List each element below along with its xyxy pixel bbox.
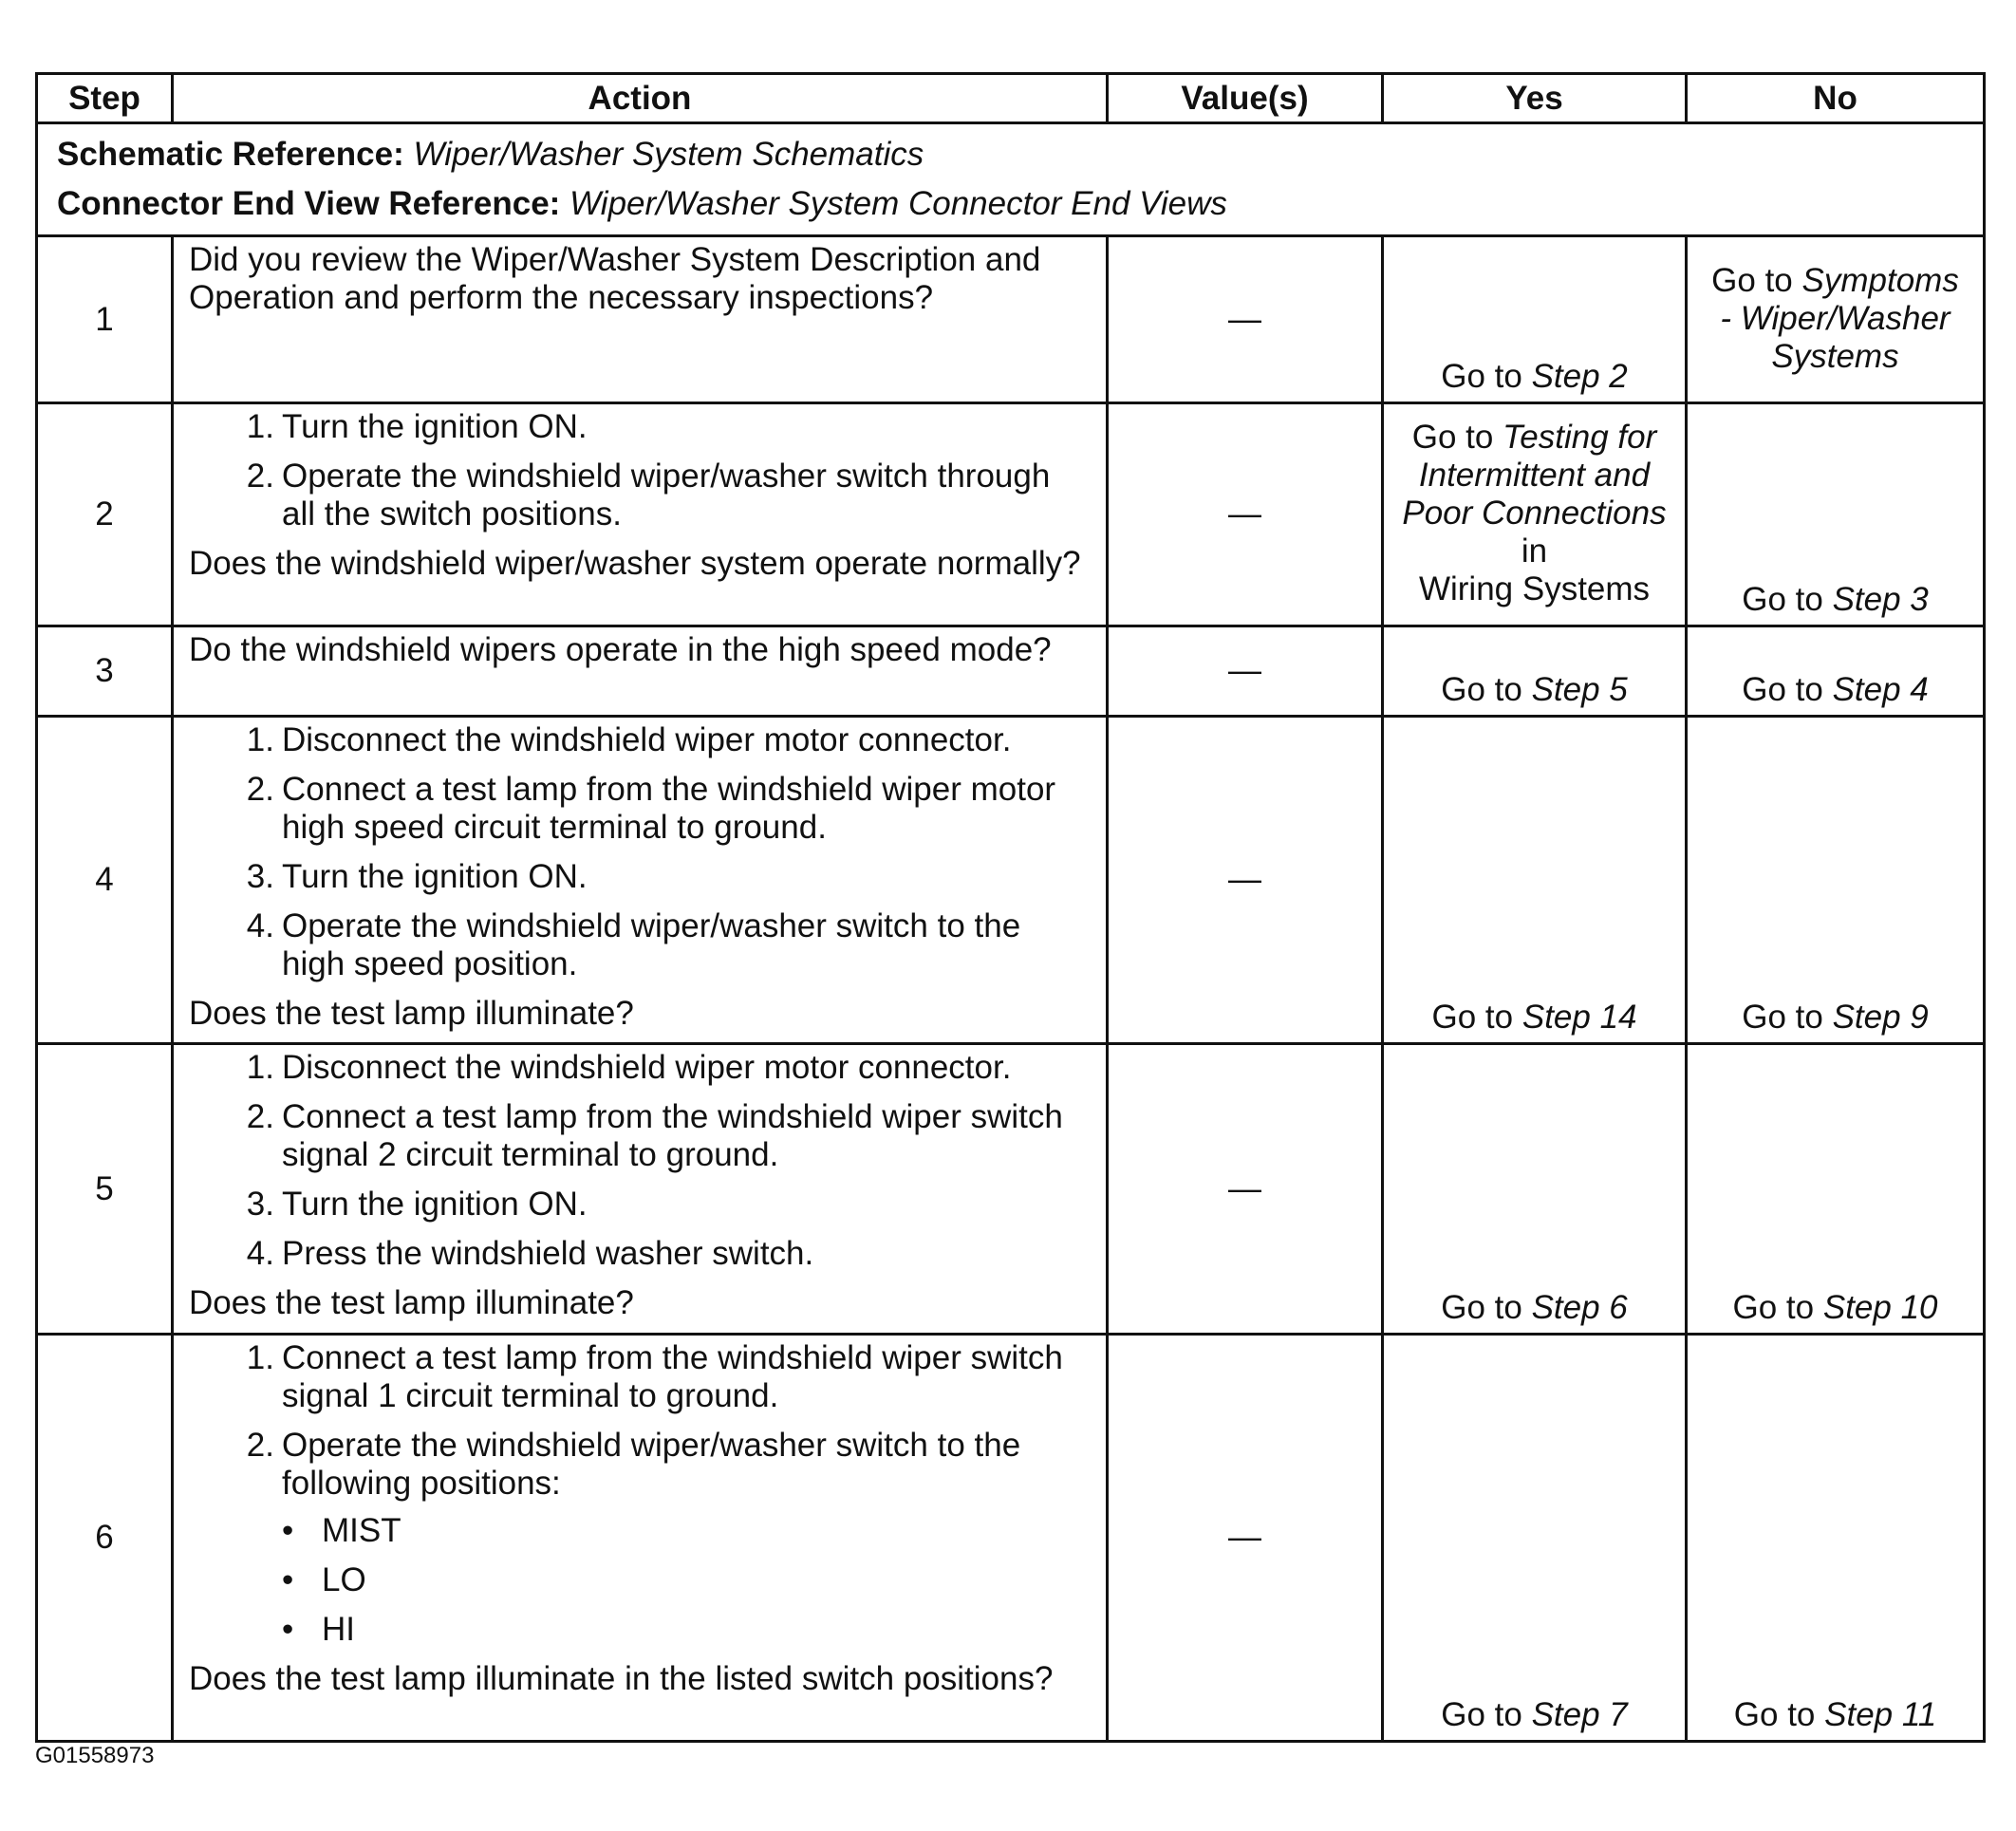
action-step xyxy=(189,1339,1092,1415)
no-cell xyxy=(1687,717,1985,1044)
action-step-text: Operate the windshield wiper/washer switch through all the switch positions. xyxy=(282,458,1051,532)
step-row xyxy=(37,1335,1985,1742)
yes-cell xyxy=(1383,626,1687,717)
go-to-label: Go to xyxy=(1711,261,1793,299)
action-question: Does the test lamp illuminate? xyxy=(189,1284,634,1321)
value-cell: — xyxy=(1108,1335,1383,1742)
no-target: Systems xyxy=(1771,337,1899,375)
action-question: Does the test lamp illuminate in the listed switch positions? xyxy=(189,1660,1054,1697)
action-steps xyxy=(189,408,1092,533)
yes-cell xyxy=(1383,403,1687,626)
go-to-label: Go to xyxy=(1742,671,1823,708)
yes-target: Step 14 xyxy=(1521,999,1637,1036)
no-cell xyxy=(1687,1044,1985,1335)
action-step-number: 1. xyxy=(246,408,274,445)
action-question: Does the test lamp illuminate? xyxy=(189,995,634,1032)
action-step-number: 3. xyxy=(246,858,274,895)
no-cell xyxy=(1687,403,1985,626)
diagnostic-table xyxy=(35,72,1986,1743)
action-step xyxy=(189,858,1092,896)
action-step-text: Operate the windshield wiper/washer switch to the high speed position. xyxy=(282,907,1021,982)
no-target: Step 4 xyxy=(1832,671,1929,708)
step-row xyxy=(37,626,1985,717)
action-step-text: Connect a test lamp from the windshield wiper motor high speed circuit terminal to ground. xyxy=(282,771,1056,846)
yes-target: Poor Connections xyxy=(1402,495,1667,532)
yes-cell xyxy=(1383,1044,1687,1335)
yes-target: Wiring Systems xyxy=(1418,570,1651,607)
schematic-reference-value: Wiper/Washer System Schematics xyxy=(413,136,924,173)
action-step xyxy=(189,1186,1092,1224)
step-row xyxy=(37,403,1985,626)
connector-reference-value: Wiper/Washer System Connector End Views xyxy=(569,185,1227,222)
header-no: No xyxy=(1687,74,1985,123)
no-cell xyxy=(1687,626,1985,717)
action-step xyxy=(189,1427,1092,1649)
header-yes: Yes xyxy=(1383,74,1687,123)
action-step-number: 1. xyxy=(246,1049,274,1086)
step-row xyxy=(37,236,1985,403)
no-target-line xyxy=(1691,300,1979,338)
go-to-label: Go to xyxy=(1431,999,1514,1036)
action-step xyxy=(189,771,1092,847)
no-cell xyxy=(1687,236,1985,403)
value-cell: — xyxy=(1108,236,1383,403)
action-question: Did you review the Wiper/Washer System Description and Operation and perform the necessary inspections? xyxy=(189,241,1041,316)
step-number: 5 xyxy=(37,1044,173,1335)
action-step-number: 2. xyxy=(246,771,274,808)
no-target: Step 9 xyxy=(1832,999,1929,1036)
action-step-text: Disconnect the windshield wiper motor connector. xyxy=(282,1049,1012,1086)
no-target-line xyxy=(1691,338,1979,376)
header-values: Value(s) xyxy=(1108,74,1383,123)
reference-row xyxy=(37,123,1985,236)
action-step-text: Press the windshield washer switch. xyxy=(282,1235,814,1272)
header-step: Step xyxy=(37,74,173,123)
yes-cell xyxy=(1383,1335,1687,1742)
action-step-number: 2. xyxy=(246,458,274,495)
figure-id: G01558973 xyxy=(35,1743,155,1768)
go-to-label: Go to xyxy=(1441,1696,1522,1733)
action-step-number: 1. xyxy=(246,1339,274,1376)
connector-reference xyxy=(57,179,1964,229)
action-step-number: 3. xyxy=(246,1186,274,1223)
action-step xyxy=(189,458,1092,533)
action-step-text: Operate the windshield wiper/washer switch to the following positions: xyxy=(282,1427,1021,1502)
action-cell xyxy=(173,1335,1108,1742)
step-row xyxy=(37,717,1985,1044)
yes-target-line xyxy=(1388,570,1681,608)
no-target: Step 11 xyxy=(1824,1696,1937,1733)
header-action: Action xyxy=(173,74,1108,123)
step-row xyxy=(37,1044,1985,1335)
go-to-label: Go to xyxy=(1742,581,1823,618)
action-step-text: Connect a test lamp from the windshield wiper switch signal 2 circuit terminal to ground. xyxy=(282,1098,1063,1173)
action-step-text: Turn the ignition ON. xyxy=(282,858,588,895)
value-cell: — xyxy=(1108,403,1383,626)
action-cell xyxy=(173,717,1108,1044)
no-cell xyxy=(1687,1335,1985,1742)
yes-target-line xyxy=(1388,419,1681,457)
yes-target: Step 7 xyxy=(1531,1696,1628,1733)
go-to-label: Go to xyxy=(1411,419,1494,456)
action-step-number: 4. xyxy=(246,1235,274,1272)
action-step xyxy=(189,907,1092,983)
go-to-label: Go to xyxy=(1733,1696,1816,1733)
switch-position: • HI xyxy=(282,1611,1092,1649)
go-to-label: Go to xyxy=(1441,671,1522,708)
action-steps xyxy=(189,721,1092,983)
action-question: Do the windshield wipers operate in the high speed mode? xyxy=(189,631,1052,668)
action-cell xyxy=(173,1044,1108,1335)
action-question: Does the windshield wiper/washer system operate normally? xyxy=(189,545,1081,582)
action-step-number: 1. xyxy=(246,721,274,758)
action-cell xyxy=(173,403,1108,626)
header-row xyxy=(37,74,1985,123)
action-step-text: Connect a test lamp from the windshield wiper switch signal 1 circuit terminal to ground. xyxy=(282,1339,1063,1414)
step-number: 4 xyxy=(37,717,173,1044)
yes-target: Step 6 xyxy=(1531,1289,1628,1326)
schematic-reference xyxy=(57,130,1964,179)
yes-target: Step 2 xyxy=(1531,358,1628,395)
no-target: Step 10 xyxy=(1822,1289,1938,1326)
step-number: 1 xyxy=(37,236,173,403)
yes-cell xyxy=(1383,236,1687,403)
switch-position: • LO xyxy=(282,1561,1092,1599)
action-step-text: Turn the ignition ON. xyxy=(282,408,588,445)
connector-reference-label: Connector End View Reference: xyxy=(57,185,561,222)
yes-target-line xyxy=(1388,457,1681,495)
step-number: 6 xyxy=(37,1335,173,1742)
no-target-stack xyxy=(1691,262,1979,376)
no-target: Symptoms xyxy=(1801,261,1959,299)
action-step xyxy=(189,408,1092,446)
yes-target: Step 5 xyxy=(1531,671,1628,708)
action-cell xyxy=(173,626,1108,717)
action-step xyxy=(189,1098,1092,1174)
no-target: - Wiper/Washer xyxy=(1720,299,1951,337)
yes-target-line xyxy=(1388,532,1681,570)
action-step-number: 2. xyxy=(246,1427,274,1464)
action-steps xyxy=(189,1049,1092,1273)
action-step-number: 4. xyxy=(246,907,274,944)
go-to-label: Go to xyxy=(1742,999,1823,1036)
step-number: 3 xyxy=(37,626,173,717)
yes-target: Testing for xyxy=(1503,419,1657,456)
yes-target: in xyxy=(1521,532,1548,570)
no-target-line xyxy=(1691,262,1979,300)
reference-cell xyxy=(37,123,1985,236)
action-steps xyxy=(189,1339,1092,1649)
switch-positions xyxy=(282,1512,1092,1649)
yes-target: Intermittent and xyxy=(1418,457,1651,494)
yes-cell xyxy=(1383,717,1687,1044)
value-cell: — xyxy=(1108,717,1383,1044)
step-number: 2 xyxy=(37,403,173,626)
action-step xyxy=(189,1049,1092,1087)
schematic-reference-label: Schematic Reference: xyxy=(57,136,404,173)
yes-target-stack xyxy=(1388,419,1681,608)
go-to-label: Go to xyxy=(1732,1289,1815,1326)
action-step xyxy=(189,1235,1092,1273)
action-step xyxy=(189,721,1092,759)
go-to-label: Go to xyxy=(1441,358,1522,395)
action-cell xyxy=(173,236,1108,403)
value-cell: — xyxy=(1108,1044,1383,1335)
no-target: Step 3 xyxy=(1832,581,1929,618)
switch-position: • MIST xyxy=(282,1512,1092,1550)
go-to-label: Go to xyxy=(1441,1289,1522,1326)
value-cell: — xyxy=(1108,626,1383,717)
action-step-text: Turn the ignition ON. xyxy=(282,1186,588,1223)
action-step-text: Disconnect the windshield wiper motor connector. xyxy=(282,721,1012,758)
step-rows xyxy=(37,236,1985,1742)
yes-target-line xyxy=(1388,495,1681,532)
action-step-number: 2. xyxy=(246,1098,274,1135)
